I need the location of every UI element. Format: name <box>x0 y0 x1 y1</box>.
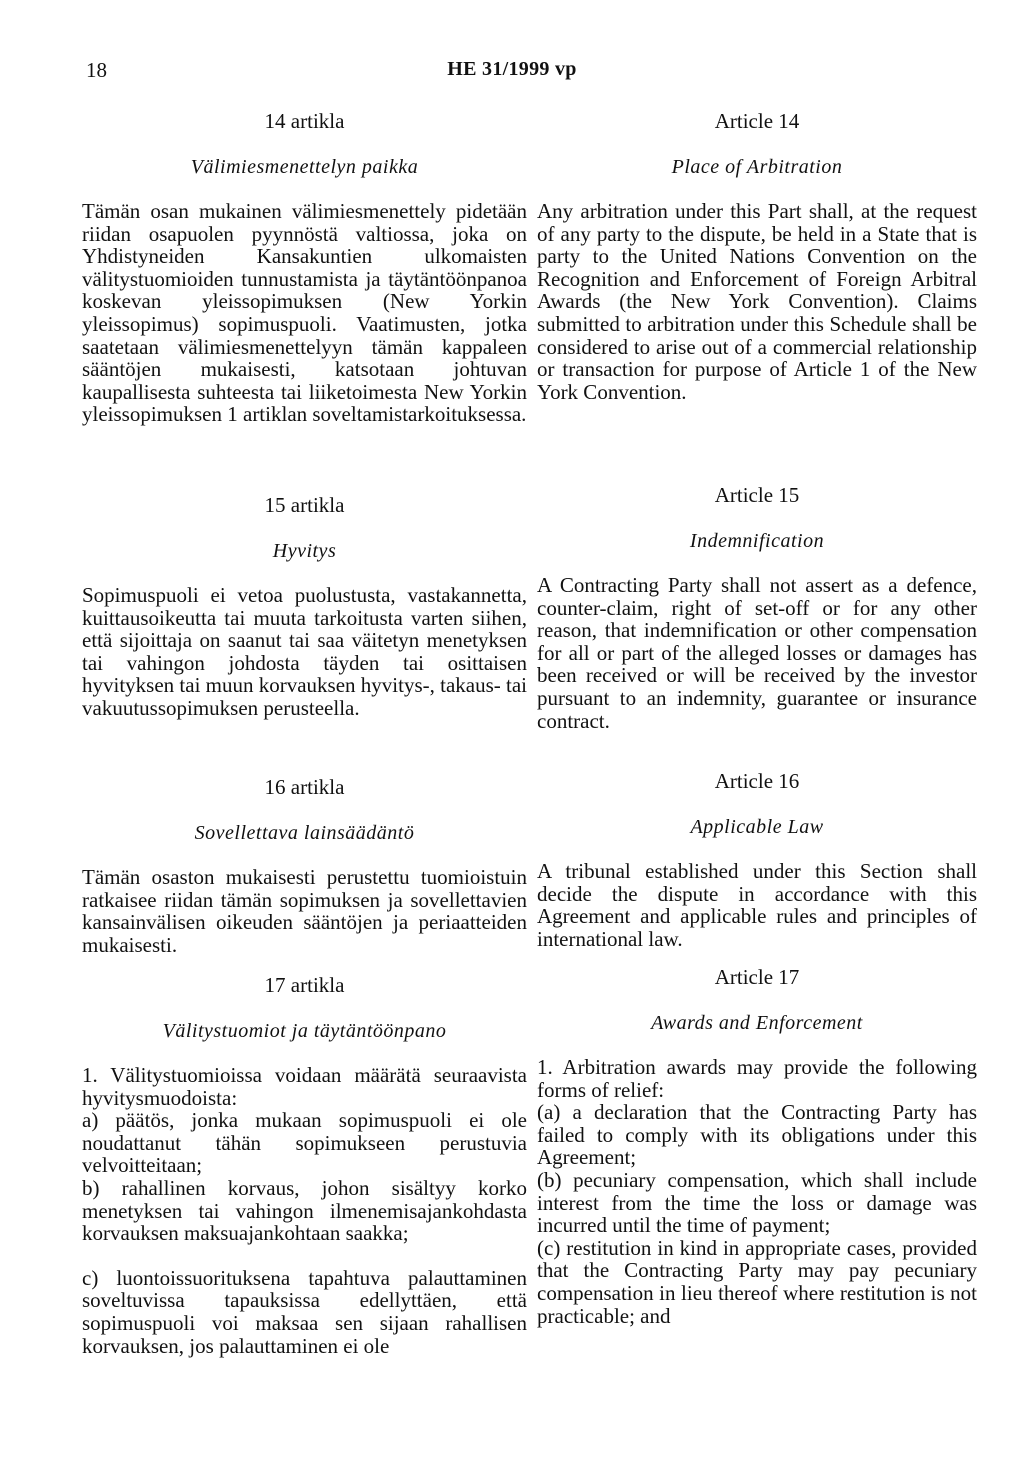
paragraph: Tämän osan mukainen välimiesmenettely pidetään riidan osapuolen pyynnöstä valtiossa, joka on Yhdistyneiden Kansakuntien ulkomaisten välitystuomioiden tunnustamista ja täytäntöönpanoa koskevan yleissopimuksen (New Yorkin yleissopimus) sopimuspuoli. Vaatimusten, jotka saatetaan välimiesmenettelyyn tämän kappaleen sääntöjen mukaisesti, katsotaan johtuvan kaupallisesta suhteesta tai liiketoimesta New Yorkin yleissopimuksen 1 artiklan soveltamistarkoituksessa. <box>82 199 527 427</box>
english-article-17 <box>537 964 977 1327</box>
english-article-14 <box>537 108 977 403</box>
english-article-16 <box>537 768 977 950</box>
article-body <box>82 1064 527 1357</box>
article-title: Article 17 <box>714 965 800 989</box>
page-number: 18 <box>86 58 107 82</box>
article-body <box>82 584 527 720</box>
article-title: 14 artikla <box>264 109 345 133</box>
article-body <box>82 200 527 426</box>
article-body <box>537 200 977 403</box>
article-title: Article 14 <box>714 109 800 133</box>
finnish-article-17 <box>82 972 527 1357</box>
paragraph: (c) restitution in kind in appropriate cases, provided that the Contracting Party may pay pecuniary compensation in lieu thereof where restitution is not practicable; and <box>537 1235 977 1328</box>
article-subtitle: Place of Arbitration <box>671 156 843 178</box>
paragraph: (a) a declaration that the Contracting Party has failed to comply with its obligations under this Agreement; <box>537 1100 977 1170</box>
paragraph: a) päätös, jonka mukaan sopimuspuoli ei ole noudattanut tähän sopimukseen perustuvia velvoitteitaan; <box>82 1108 527 1178</box>
paragraph: 1. Välitystuomioissa voidaan määrätä seuraavista hyvitysmuodoista: <box>82 1063 527 1110</box>
finnish-article-16 <box>82 774 527 956</box>
article-title: 16 artikla <box>264 775 345 799</box>
page-header <box>0 58 1024 88</box>
article-body <box>537 1056 977 1327</box>
paragraph: A Contracting Party shall not assert as a defence, counter-claim, right of set-off or for any other reason, that indemnification or other compensation for all or part of the alleged losses or damages has been received or will be received by the investor pursuant to an indemnity, guarantee or insurance contract. <box>537 573 977 733</box>
paragraph: Tämän osaston mukaisesti perustettu tuomioistuin ratkaisee riidan tämän sopimuksen ja sovellettavien kansainvälisen oikeuden sääntöjen ja periaatteiden mukaisesti. <box>82 865 527 957</box>
article-subtitle: Awards and Enforcement <box>651 1012 863 1034</box>
article-subtitle: Indemnification <box>689 530 825 552</box>
paragraph: Sopimuspuoli ei vetoa puolustusta, vastakannetta, kuittausoikeutta tai muuta tarkoitusta varten siihen, että sijoittaja on saanut tai saa väitetyn menetyksen tai vahingon johdosta täyden tai osittaisen hyvityksen tai muun korvauksen hyvitys-, takaus- tai vakuutussopimuksen perusteella. <box>82 583 528 720</box>
article-title: Article 16 <box>714 769 800 793</box>
article-body <box>82 866 527 956</box>
document-id: HE 31/1999 vp <box>447 58 577 80</box>
article-title: Article 15 <box>714 483 800 507</box>
article-subtitle: Välimiesmenettelyn paikka <box>190 156 419 178</box>
article-subtitle: Välitystuomiot ja täytäntöönpano <box>162 1020 447 1042</box>
paragraph: 1. Arbitration awards may provide the following forms of relief: <box>537 1055 977 1102</box>
english-article-15 <box>537 482 977 732</box>
article-title: 15 artikla <box>264 493 345 517</box>
paragraph: Any arbitration under this Part shall, at the request of any party to the dispute, be held in a State that is party to the United Nations Convention on the Recognition and Enforcement of Foreign Arbitral Awards (the New York Convention). Claims submitted to arbitration under this Schedule shall be considered to arise out of a commercial relationship or transaction for purpose of Article 1 of the New York Convention. <box>537 199 977 404</box>
article-body <box>537 860 977 950</box>
article-subtitle: Sovellettava lainsäädäntö <box>194 822 415 844</box>
paragraph: b) rahallinen korvaus, johon sisältyy korko menetyksen tai vahingon ilmenemisajankohdasta korvauksen maksuajankohtaan saakka; <box>82 1175 527 1246</box>
article-title: 17 artikla <box>264 973 345 997</box>
article-body <box>537 574 977 732</box>
finnish-article-14 <box>82 108 527 426</box>
finnish-article-15 <box>82 492 527 720</box>
article-subtitle: Applicable Law <box>690 816 824 838</box>
paragraph: A tribunal established under this Section shall decide the dispute in accordance with this Agreement and applicable rules and principles of international law. <box>537 859 977 951</box>
paragraph: (b) pecuniary compensation, which shall include interest from the time the loss or damage was incurred until the time of payment; <box>537 1167 977 1238</box>
article-subtitle: Hyvitys <box>272 540 337 562</box>
paragraph: c) luontoissuorituksena tapahtuva palauttaminen soveltuvissa tapauksissa edellyttäen, että sopimuspuoli voi maksaa sen sijaan rahallisen korvauksen, jos palauttaminen ei ole <box>82 1265 527 1358</box>
